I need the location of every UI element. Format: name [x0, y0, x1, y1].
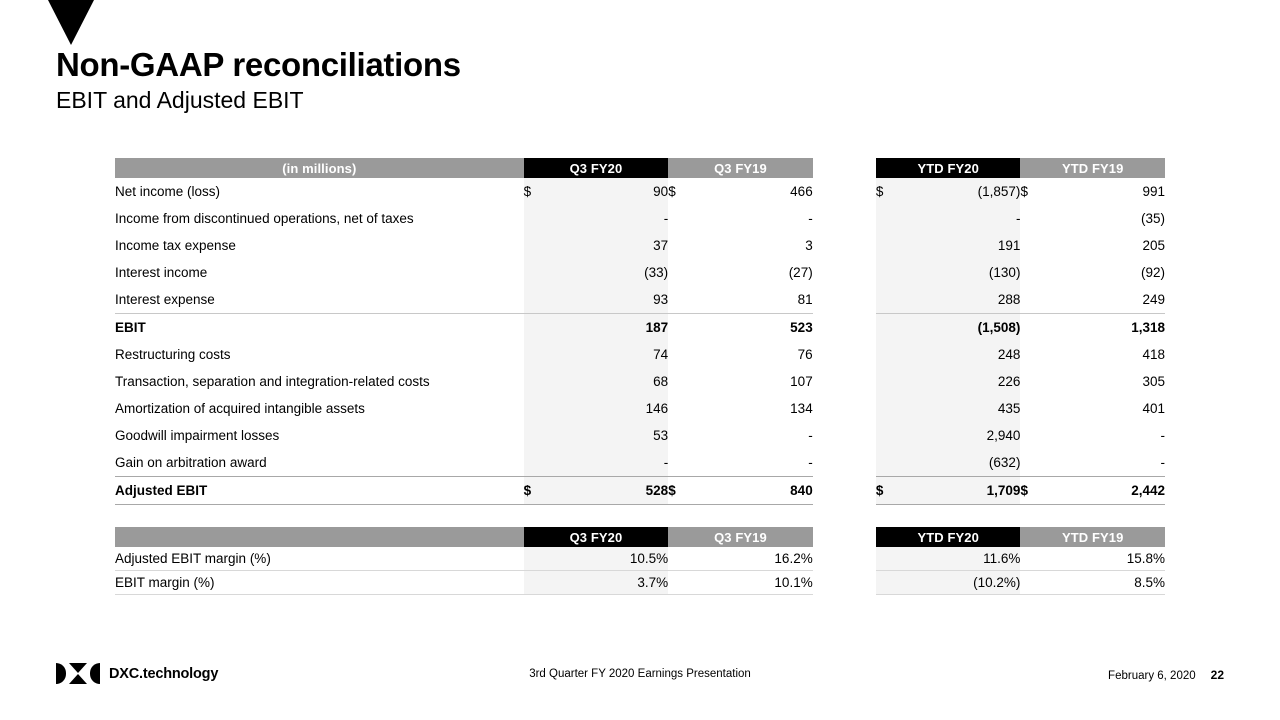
footer-presentation-title: 3rd Quarter FY 2020 Earnings Presentation: [529, 668, 751, 680]
table-row: [115, 477, 1165, 505]
cell-q3fy19-value: 523: [700, 314, 813, 342]
page-subtitle: EBIT and Adjusted EBIT: [56, 87, 304, 113]
row-label: Adjusted EBIT: [115, 477, 524, 505]
margin-column-header-ytd-fy19: YTD FY19: [1020, 527, 1165, 547]
cell-gap: [813, 422, 876, 449]
cell-q3fy19-symbol: [668, 449, 700, 477]
cell-q3fy19-value: 3: [805, 238, 813, 253]
cell-ytdfy19-value: (35): [1140, 211, 1165, 226]
cell-ytdfy19-symbol: [1020, 395, 1052, 422]
table-row: [115, 259, 1165, 286]
row-label: Interest expense: [115, 292, 215, 307]
column-header-ytd-fy19: YTD FY19: [1020, 158, 1165, 178]
table-row: [115, 368, 1165, 395]
cell-q3fy20-symbol: [524, 341, 556, 368]
margin-column-header-q3-fy19: Q3 FY19: [668, 527, 813, 547]
cell-ytdfy19-symbol: [1020, 205, 1052, 232]
margin-cell-ytdfy19-value: 15.8%: [1052, 547, 1165, 571]
cell-ytdfy19-value: 305: [1142, 374, 1165, 389]
cell-gap: [813, 259, 876, 286]
cell-gap: [813, 232, 876, 259]
cell-q3fy19-value: -: [808, 211, 813, 226]
cell-q3fy19-symbol: [668, 232, 700, 259]
footer-date: February 6, 2020: [1108, 670, 1196, 682]
margin-cell-q3fy20-value: 3.7%: [555, 571, 668, 595]
row-label: Gain on arbitration award: [115, 455, 267, 470]
table-row: [115, 341, 1165, 368]
table-row: [115, 205, 1165, 232]
column-header-units: (in millions): [115, 158, 524, 178]
row-label: EBIT: [115, 314, 524, 342]
cell-q3fy20-value: (33): [555, 259, 668, 286]
cell-gap: [813, 286, 876, 314]
cell-q3fy19-value: -: [808, 455, 813, 470]
cell-gap: [813, 205, 876, 232]
cell-q3fy20-value: 93: [555, 286, 668, 314]
cell-q3fy20-symbol: $: [524, 178, 556, 205]
cell-q3fy20-symbol: [524, 395, 556, 422]
cell-ytdfy19-value: 1,318: [1052, 314, 1165, 342]
logo-wordmark: DXC.technology: [109, 665, 219, 682]
main-table-container: [115, 158, 1165, 505]
cell-ytdfy20-symbol: [876, 341, 908, 368]
cell-ytdfy19-value: 249: [1142, 292, 1165, 307]
margin-column-header-blank: [115, 527, 524, 547]
margin-cell-q3fy19-symbol: [668, 547, 700, 571]
cell-ytdfy20-symbol: [876, 368, 908, 395]
column-header-q3-fy19: Q3 FY19: [668, 158, 813, 178]
cell-ytdfy19-symbol: $: [1020, 184, 1028, 199]
row-label: Interest income: [115, 265, 208, 280]
margin-cell-ytdfy20-symbol: [876, 547, 908, 571]
cell-q3fy19-value: 76: [797, 347, 813, 362]
cell-ytdfy20-symbol: $: [876, 477, 908, 505]
cell-q3fy19-value: 840: [700, 477, 813, 505]
cell-q3fy20-symbol: [524, 314, 556, 342]
row-label: Income tax expense: [115, 238, 236, 253]
cell-q3fy20-value: 53: [555, 422, 668, 449]
cell-q3fy19-value: (27): [788, 265, 813, 280]
cell-q3fy20-value: 68: [555, 368, 668, 395]
margin-cell-q3fy20-symbol: [524, 547, 556, 571]
cell-q3fy20-value: -: [555, 449, 668, 477]
cell-ytdfy20-symbol: [876, 286, 908, 314]
cell-ytdfy20-symbol: [876, 259, 908, 286]
cell-ytdfy19-symbol: [1020, 368, 1052, 395]
cell-gap: [813, 314, 876, 342]
cell-ytdfy20-value: 226: [908, 368, 1021, 395]
margin-cell-q3fy20-value: 10.5%: [555, 547, 668, 571]
margin-cell-q3fy20-symbol: [524, 571, 556, 595]
row-label: Restructuring costs: [115, 347, 231, 362]
cell-ytdfy20-symbol: [876, 449, 908, 477]
cell-q3fy19-symbol: [668, 341, 700, 368]
page-number: 22: [1210, 668, 1224, 682]
table-row: [115, 422, 1165, 449]
cell-q3fy20-symbol: [524, 422, 556, 449]
cell-ytdfy20-symbol: [876, 395, 908, 422]
cell-q3fy19-symbol: [668, 422, 700, 449]
margin-column-gap: [813, 527, 876, 547]
table-row: [115, 395, 1165, 422]
cell-q3fy20-value: 187: [555, 314, 668, 342]
non-gaap-reconciliation-table: [115, 158, 1165, 505]
margin-cell-gap: [813, 547, 876, 571]
cell-q3fy20-value: 90: [555, 178, 668, 205]
margin-cell-ytdfy20-symbol: [876, 571, 908, 595]
column-header-q3-fy20: Q3 FY20: [524, 158, 669, 178]
margin-cell-gap: [813, 571, 876, 595]
cell-ytdfy19-value: 401: [1142, 401, 1165, 416]
cell-ytdfy19-symbol: [1020, 422, 1052, 449]
cell-q3fy19-value: 466: [790, 184, 813, 199]
margin-cell-ytdfy19-symbol: [1020, 571, 1052, 595]
table-row: [115, 232, 1165, 259]
cell-q3fy20-symbol: [524, 449, 556, 477]
cell-q3fy20-value: 528: [555, 477, 668, 505]
cell-q3fy19-symbol: [668, 205, 700, 232]
cell-ytdfy19-symbol: [1020, 259, 1052, 286]
cell-q3fy19-symbol: [668, 286, 700, 314]
cell-ytdfy20-symbol: [876, 422, 908, 449]
cell-q3fy20-value: -: [555, 205, 668, 232]
cell-ytdfy20-value: 435: [908, 395, 1021, 422]
table-row: [115, 314, 1165, 342]
cell-ytdfy20-value: (1,508): [908, 314, 1021, 342]
cell-gap: [813, 395, 876, 422]
title-block: [56, 46, 461, 114]
cell-ytdfy19-value: 991: [1142, 184, 1165, 199]
cell-ytdfy19-value: (92): [1140, 265, 1165, 280]
cell-ytdfy20-symbol: [876, 314, 908, 342]
cell-q3fy19-symbol: [668, 259, 700, 286]
margin-row-label: EBIT margin (%): [115, 571, 524, 595]
cell-q3fy19-value: 81: [797, 292, 813, 307]
margin-table-container: [115, 527, 1165, 595]
cell-q3fy20-symbol: [524, 205, 556, 232]
cell-q3fy20-symbol: [524, 232, 556, 259]
cell-q3fy19-value: -: [808, 428, 813, 443]
margin-column-header-ytd-fy20: YTD FY20: [876, 527, 1021, 547]
margin-column-header-q3-fy20: Q3 FY20: [524, 527, 669, 547]
footer-meta: [1108, 668, 1224, 682]
cell-ytdfy20-value: (632): [908, 449, 1021, 477]
cell-q3fy20-value: 146: [555, 395, 668, 422]
cell-ytdfy19-value: 205: [1142, 238, 1165, 253]
cell-ytdfy19-symbol: [1020, 232, 1052, 259]
table-header-row: [115, 158, 1165, 178]
cell-gap: [813, 178, 876, 205]
cell-ytdfy20-value: 1,709: [908, 477, 1021, 505]
margin-table-header-row: [115, 527, 1165, 547]
cell-ytdfy20-value: 248: [908, 341, 1021, 368]
cell-ytdfy20-symbol: [876, 205, 908, 232]
triangle-logo-mark: [48, 0, 94, 45]
cell-ytdfy19-value: -: [1160, 428, 1165, 443]
column-gap: [813, 158, 876, 178]
cell-ytdfy19-symbol: [1020, 449, 1052, 477]
cell-gap: [813, 368, 876, 395]
cell-ytdfy20-symbol: $: [876, 178, 908, 205]
cell-ytdfy19-symbol: [1020, 314, 1052, 342]
margin-cell-q3fy19-symbol: [668, 571, 700, 595]
row-label: Transaction, separation and integration-related costs: [115, 374, 430, 389]
cell-ytdfy20-value: 191: [908, 232, 1021, 259]
cell-ytdfy20-value: 2,940: [908, 422, 1021, 449]
cell-q3fy19-symbol: $: [668, 184, 676, 199]
cell-ytdfy19-value: -: [1160, 455, 1165, 470]
cell-q3fy19-symbol: [668, 368, 700, 395]
cell-ytdfy19-value: 418: [1142, 347, 1165, 362]
cell-q3fy20-value: 37: [555, 232, 668, 259]
cell-q3fy20-value: 74: [555, 341, 668, 368]
cell-gap: [813, 477, 876, 505]
cell-ytdfy20-value: 288: [908, 286, 1021, 314]
row-label: Amortization of acquired intangible assets: [115, 401, 365, 416]
margin-table-row: [115, 571, 1165, 595]
cell-ytdfy19-value: 2,442: [1052, 477, 1165, 505]
row-label: Income from discontinued operations, net of taxes: [115, 211, 414, 226]
margin-percentage-table: [115, 527, 1165, 595]
cell-q3fy20-symbol: $: [524, 477, 556, 505]
slide-footer: [0, 658, 1280, 698]
table-row: [115, 449, 1165, 477]
column-header-ytd-fy20: YTD FY20: [876, 158, 1021, 178]
cell-q3fy20-symbol: [524, 368, 556, 395]
cell-ytdfy20-value: (1,857): [908, 178, 1021, 205]
margin-row-label: Adjusted EBIT margin (%): [115, 547, 524, 571]
cell-gap: [813, 341, 876, 368]
cell-q3fy19-value: 134: [790, 401, 813, 416]
cell-ytdfy19-symbol: $: [1020, 477, 1052, 505]
cell-ytdfy19-symbol: [1020, 341, 1052, 368]
row-label: Goodwill impairment losses: [115, 428, 280, 443]
row-label: Net income (loss): [115, 184, 221, 199]
cell-ytdfy20-value: -: [908, 205, 1021, 232]
margin-table-row: [115, 547, 1165, 571]
cell-gap: [813, 449, 876, 477]
cell-ytdfy20-value: (130): [908, 259, 1021, 286]
page-title: Non-GAAP reconciliations: [56, 46, 461, 83]
margin-cell-ytdfy20-value: 11.6%: [908, 547, 1021, 571]
cell-ytdfy20-symbol: [876, 232, 908, 259]
margin-cell-ytdfy19-value: 8.5%: [1052, 571, 1165, 595]
table-row: [115, 178, 1165, 205]
table-row: [115, 286, 1165, 314]
cell-q3fy20-symbol: [524, 286, 556, 314]
cell-q3fy19-symbol: $: [668, 477, 700, 505]
margin-cell-q3fy19-value: 16.2%: [700, 547, 813, 571]
cell-ytdfy19-symbol: [1020, 286, 1052, 314]
cell-q3fy19-symbol: [668, 395, 700, 422]
cell-q3fy19-symbol: [668, 314, 700, 342]
margin-cell-ytdfy20-value: (10.2%): [908, 571, 1021, 595]
cell-q3fy20-symbol: [524, 259, 556, 286]
margin-cell-q3fy19-value: 10.1%: [700, 571, 813, 595]
cell-q3fy19-value: 107: [790, 374, 813, 389]
margin-cell-ytdfy19-symbol: [1020, 547, 1052, 571]
